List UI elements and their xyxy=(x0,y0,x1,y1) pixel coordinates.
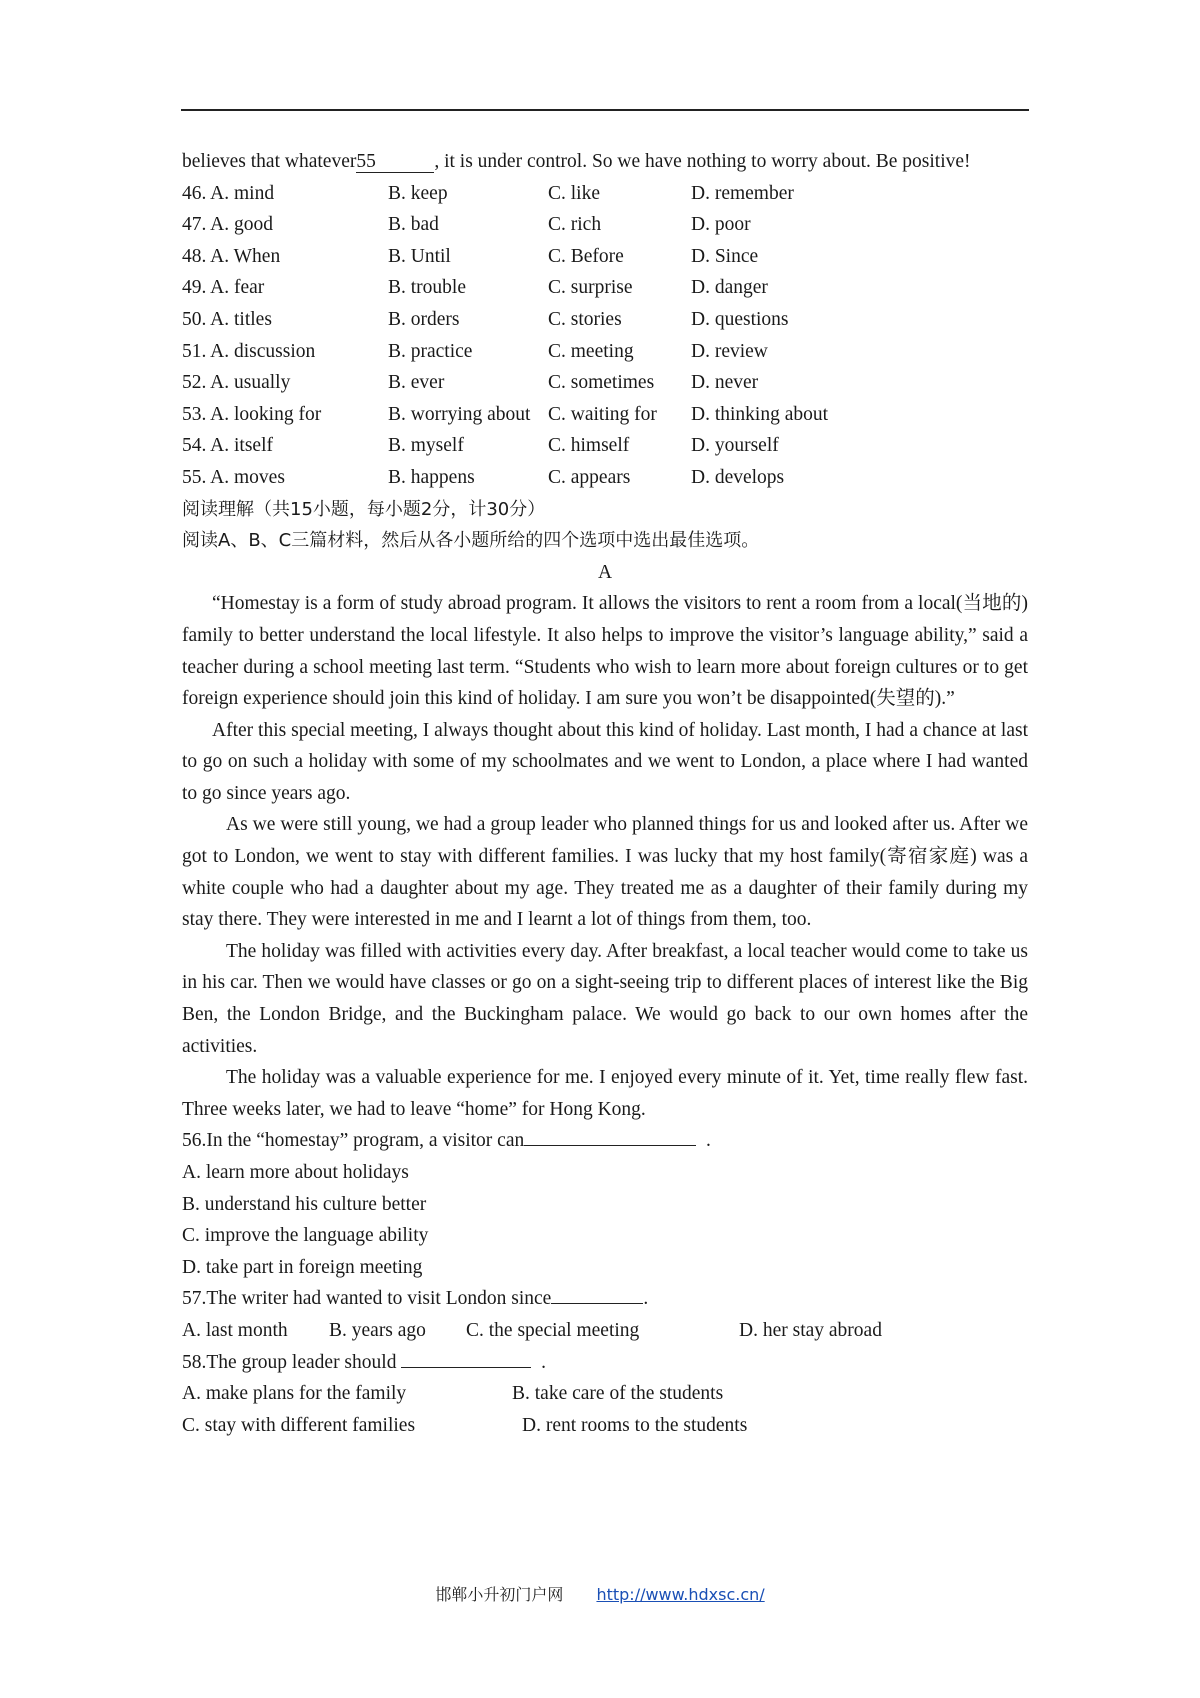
q56-option-d: D. take part in foreign meeting xyxy=(182,1256,423,1278)
question-end: . xyxy=(541,1351,546,1373)
option-b: B. trouble xyxy=(388,277,466,299)
option-a: 55. A. moves xyxy=(182,466,285,488)
option-d: D. yourself xyxy=(691,435,779,457)
option-b: B. bad xyxy=(388,214,439,236)
option-row xyxy=(182,178,1028,210)
q58-option-c: C. stay with different families xyxy=(182,1414,416,1436)
question-stem: 56.In the “homestay” program, a visitor can xyxy=(182,1130,525,1152)
option-row xyxy=(182,241,1028,273)
option-row xyxy=(182,367,1028,399)
cloze-intro xyxy=(182,146,1028,178)
option-c: C. himself xyxy=(548,435,630,457)
option-a: 49. A. fear xyxy=(182,277,265,299)
option-row xyxy=(182,272,1028,304)
question-58 xyxy=(182,1347,1028,1379)
option-c: C. meeting xyxy=(548,340,634,362)
option-b: B. ever xyxy=(388,372,445,394)
option-row xyxy=(182,336,1028,368)
option-a: 53. A. looking for xyxy=(182,403,322,425)
page-footer xyxy=(0,1582,1200,1605)
option-d: D. poor xyxy=(691,214,751,236)
option-a: 54. A. itself xyxy=(182,435,273,457)
question-stem: 57.The writer had wanted to visit London since xyxy=(182,1288,552,1310)
option-d: D. develops xyxy=(691,466,785,488)
option-a: 52. A. usually xyxy=(182,372,291,394)
question-end: . xyxy=(643,1288,649,1310)
option-b: B. orders xyxy=(388,308,460,330)
option-c: C. rich xyxy=(548,214,602,236)
option-c: C. stories xyxy=(548,308,622,330)
question-stem: 58.The group leader should xyxy=(182,1351,397,1373)
option-b: B. happens xyxy=(388,466,475,488)
option-c: C. Before xyxy=(548,245,624,267)
answer-blank xyxy=(551,1283,643,1304)
passage-paragraph: The holiday was a valuable experience for me. I enjoyed every minute of it. Yet, time really flew fast. Three weeks later, we had to leave “home” for Hong Kong. xyxy=(182,1067,1028,1120)
q57-options xyxy=(182,1315,1028,1347)
question-end: . xyxy=(705,1130,711,1152)
q56-option-c: C. improve the language ability xyxy=(182,1225,429,1247)
footer-link[interactable]: http://www.hdxsc.cn/ xyxy=(596,1585,765,1604)
answer-blank xyxy=(524,1125,696,1146)
cloze-options xyxy=(182,178,1028,494)
option-d: D. Since xyxy=(691,245,759,267)
passage-paragraph: As we were still young, we had a group leader who planned things for us and looked after us. After we got to London, we went to stay with different families. I was lucky that my host family(寄宿家庭) was a white couple who had a daughter about my age. They treated me as a daughter of their family during my stay there. They were interested in me and I learnt a lot of things from them, too. xyxy=(182,814,1028,931)
q58-options-row1 xyxy=(182,1378,1028,1410)
option-b: B. keep xyxy=(388,182,448,204)
passage-paragraph: After this special meeting, I always thought about this kind of holiday. Last month, I had a chance at last to go on such a holiday with some of my schoolmates and we went to London, a place where I had wanted to go since years ago. xyxy=(182,719,1028,804)
option-c: C. waiting for xyxy=(548,403,657,425)
option-c: C. appears xyxy=(548,466,631,488)
option-b: B. myself xyxy=(388,435,464,457)
blank-55: 55 xyxy=(356,152,434,173)
option-a: 47. A. good xyxy=(182,214,274,236)
option-row xyxy=(182,430,1028,462)
footer-site-name: 邯郸小升初门户网 xyxy=(435,1585,564,1604)
page-content xyxy=(182,146,1028,1441)
intro-before: believes that whatever xyxy=(182,151,357,172)
q56-option-a: A. learn more about holidays xyxy=(182,1162,409,1183)
question-56 xyxy=(182,1125,1028,1157)
option-row xyxy=(182,462,1028,494)
q57-option-a: A. last month xyxy=(182,1319,288,1341)
option-row xyxy=(182,399,1028,431)
option-b: B. Until xyxy=(388,245,451,267)
option-b: B. practice xyxy=(388,340,473,362)
option-a: 51. A. discussion xyxy=(182,340,316,362)
q58-option-b: B. take care of the students xyxy=(512,1383,724,1405)
option-c: C. surprise xyxy=(548,277,633,299)
section-heading: 阅读理解（共15小题，每小题2分，计30分） xyxy=(182,498,546,520)
q58-option-a: A. make plans for the family xyxy=(182,1383,407,1405)
question-57 xyxy=(182,1283,1028,1315)
q58-option-d: D. rent rooms to the students xyxy=(522,1414,748,1436)
option-b: B. worrying about xyxy=(388,403,531,425)
q57-option-d: D. her stay abroad xyxy=(739,1319,882,1341)
option-d: D. remember xyxy=(691,182,794,204)
option-d: D. never xyxy=(691,372,759,394)
option-row xyxy=(182,209,1028,241)
section-instruction: 阅读A、B、C三篇材料，然后从各小题所给的四个选项中选出最佳选项。 xyxy=(182,530,760,552)
option-a: 46. A. mind xyxy=(182,182,275,204)
passage-label: A xyxy=(597,561,613,583)
q58-options-row2 xyxy=(182,1410,1028,1442)
option-row xyxy=(182,304,1028,336)
option-c: C. sometimes xyxy=(548,372,655,394)
option-a: 50. A. titles xyxy=(182,308,272,330)
q57-option-b: B. years ago xyxy=(329,1319,426,1341)
q56-option-b: B. understand his culture better xyxy=(182,1193,427,1215)
option-a: 48. A. When xyxy=(182,245,281,267)
passage-paragraph: “Homestay is a form of study abroad program. It allows the visitors to rent a room from a local(当地的) family to better understand the local lifestyle. It also helps to improve the visitor’s language ability,” said a teacher during a school meeting last term. “Students who wish to learn more about foreign cultures or to get foreign experience should join this kind of holiday. I am sure you won’t be disappointed(失望的).” xyxy=(182,593,1028,710)
passage-paragraph: The holiday was filled with activities every day. After breakfast, a local teacher would come to take us in his car. Then we would have classes or go on a sight-seeing trip to different places of interest like the Big Ben, the London Bridge, and the Buckingham palace. We would go back to our own homes after the activities. xyxy=(182,940,1028,1057)
option-d: D. danger xyxy=(691,277,768,299)
option-d: D. review xyxy=(691,340,768,362)
intro-after: , it is under control. So we have nothing to worry about. Be positive! xyxy=(434,151,971,172)
q57-option-c: C. the special meeting xyxy=(466,1319,640,1341)
answer-blank xyxy=(401,1347,531,1368)
option-d: D. questions xyxy=(691,308,789,330)
option-d: D. thinking about xyxy=(691,403,829,425)
header-rule xyxy=(181,109,1029,111)
option-c: C. like xyxy=(548,182,600,204)
